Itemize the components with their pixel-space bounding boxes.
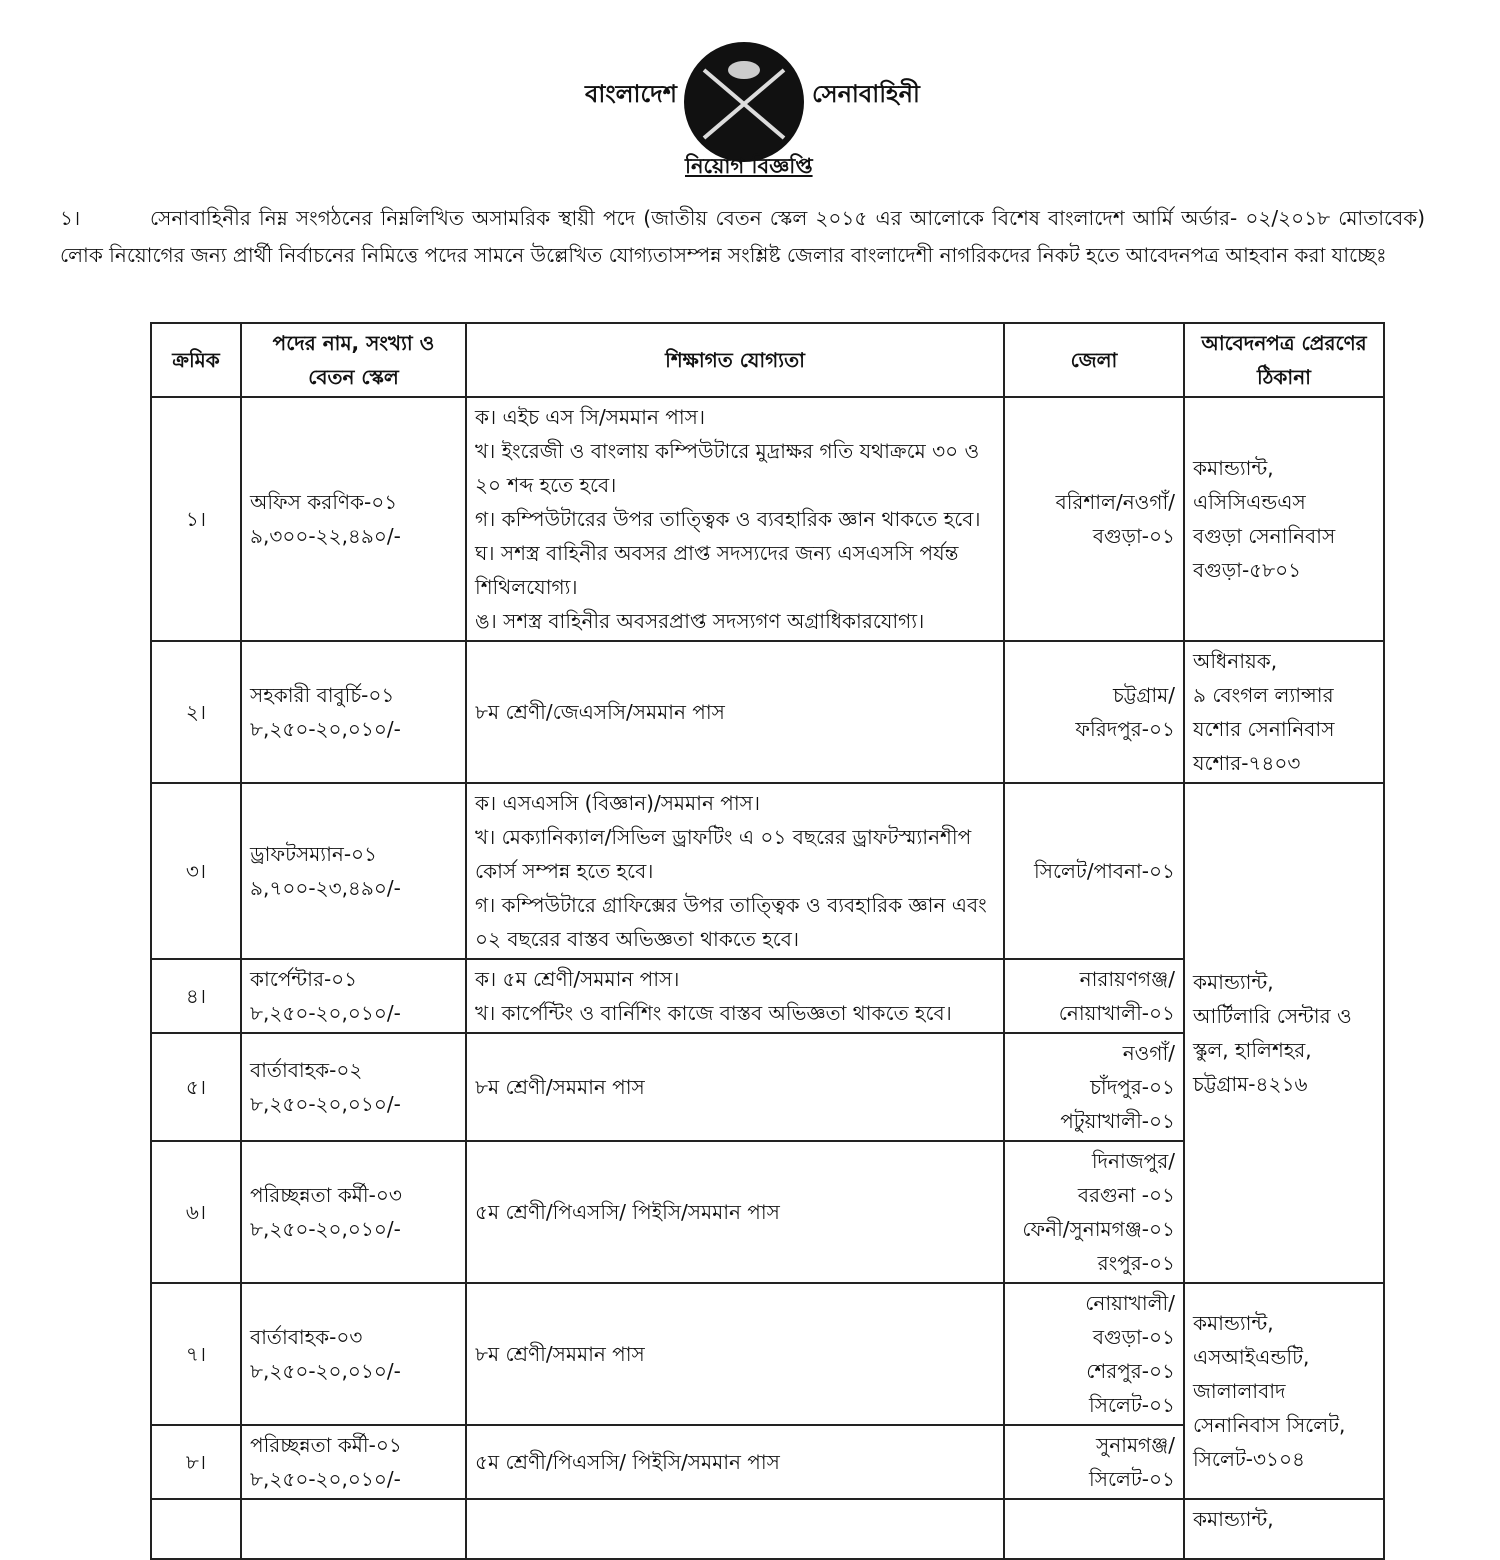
district-cell xyxy=(1004,783,1184,959)
address-line: এসআইএন্ডটি, xyxy=(1193,1345,1310,1369)
pay-scale: ৯,৩০০-২২,৪৯০/- xyxy=(250,524,401,548)
post-cell xyxy=(241,783,466,959)
district-line: ফরিদপুর-০১ xyxy=(1075,717,1175,741)
pay-scale: ৮,২৫০-২০,০১০/- xyxy=(250,1359,401,1383)
post-name: সহকারী বাবুর্চি-০১ xyxy=(250,683,395,707)
qualification-cell xyxy=(466,1425,1004,1499)
district-line: নারায়ণগঞ্জ/ xyxy=(1079,967,1175,991)
qualification-item: খ। কার্পেন্টিং ও বার্নিশিং কাজে বাস্তব অভিজ্ঞতা থাকতে হবে। xyxy=(475,1001,952,1025)
intro-number: ১। xyxy=(60,206,81,230)
qualification-cell xyxy=(466,1283,1004,1425)
serial-cell: ৩। xyxy=(151,783,241,959)
qualification-cell xyxy=(466,397,1004,641)
post-name: বার্তাবাহক-০২ xyxy=(250,1058,363,1082)
post-name: কার্পেন্টার-০১ xyxy=(250,967,358,991)
post-name: পরিচ্ছন্নতা কর্মী-০১ xyxy=(250,1433,402,1457)
empty-cell xyxy=(151,1499,241,1559)
qualification-item: ৮ম শ্রেণী/সমমান পাস xyxy=(475,1075,645,1099)
district-line: নোয়াখালী/ xyxy=(1085,1291,1175,1315)
header-post: পদের নাম, সংখ্যা ও বেতন স্কেল xyxy=(241,323,466,397)
qualification-item: খ। ইংরেজী ও বাংলায় কম্পিউটারে মুদ্রাক্ষর গতি যথাক্রমে ৩০ ও ২০ শব্দ হতে হবে। xyxy=(475,439,980,497)
district-line: পটুয়াখালী-০১ xyxy=(1060,1109,1175,1133)
post-cell xyxy=(241,641,466,783)
header-district: জেলা xyxy=(1004,323,1184,397)
qualification-item: ক। এইচ এস সি/সমমান পাস। xyxy=(475,405,705,429)
district-line: নওগাঁ/ xyxy=(1122,1041,1175,1065)
district-line: রংপুর-০১ xyxy=(1097,1251,1175,1275)
empty-cell xyxy=(1004,1499,1184,1559)
address-line: আর্টিলারি সেন্টার ও xyxy=(1193,1004,1352,1028)
notice-title: নিয়োগ বিজ্ঞপ্তি xyxy=(685,154,813,178)
post-name: বার্তাবাহক-০৩ xyxy=(250,1325,363,1349)
address-line: স্কুল, হালিশহর, xyxy=(1193,1038,1312,1062)
serial-cell: ৪। xyxy=(151,959,241,1033)
address-line: সিলেট-৩১০৪ xyxy=(1193,1447,1305,1471)
pay-scale: ৮,২৫০-২০,০১০/- xyxy=(250,1467,401,1491)
qualification-cell xyxy=(466,1033,1004,1141)
address-line: কমান্ড্যান্ট, xyxy=(1193,1507,1274,1531)
table-row xyxy=(151,397,1384,641)
header-right-text: সেনাবাহিনী xyxy=(812,80,920,108)
address-line: চট্টগ্রাম-৪২১৬ xyxy=(1193,1072,1308,1096)
district-cell xyxy=(1004,1141,1184,1283)
header-qualification: শিক্ষাগত যোগ্যতা xyxy=(466,323,1004,397)
serial-cell: ৭। xyxy=(151,1283,241,1425)
address-cell xyxy=(1184,1499,1384,1559)
serial-cell: ১। xyxy=(151,397,241,641)
table-row xyxy=(151,783,1384,959)
district-line: শেরপুর-০১ xyxy=(1086,1359,1175,1383)
address-line: সেনানিবাস সিলেট, xyxy=(1193,1413,1346,1437)
address-line: জালালাবাদ xyxy=(1193,1379,1286,1403)
header-left-text: বাংলাদেশ xyxy=(585,80,677,108)
empty-cell xyxy=(241,1499,466,1559)
qualification-item: গ। কম্পিউটারে গ্রাফিক্সের উপর তাত্ত্বিক ও ব্যবহারিক জ্ঞান এবং ০২ বছরের বাস্তব অভিজ্ঞতা থাকতে হবে। xyxy=(475,893,987,951)
address-line: বগুড়া-৫৮০১ xyxy=(1193,558,1302,582)
pay-scale: ৮,২৫০-২০,০১০/- xyxy=(250,1092,401,1116)
address-line: কমান্ড্যান্ট, xyxy=(1193,970,1274,994)
serial-cell: ৫। xyxy=(151,1033,241,1141)
address-line: যশোর-৭৪০৩ xyxy=(1193,751,1301,775)
address-line: যশোর সেনানিবাস xyxy=(1193,717,1335,741)
district-line: বরিশাল/নওগাঁ/ xyxy=(1055,490,1175,514)
qualification-item: খ। মেক্যানিক্যাল/সিভিল ড্রাফটিং এ ০১ বছরের ড্রাফটস্ম্যানশীপ কোর্স সম্পন্ন হতে হবে। xyxy=(475,825,972,883)
pay-scale: ৮,২৫০-২০,০১০/- xyxy=(250,1001,401,1025)
district-line: বরগুনা -০১ xyxy=(1077,1183,1175,1207)
address-cell xyxy=(1184,397,1384,641)
post-name: ড্রাফটসম্যান-০১ xyxy=(250,842,378,866)
qualification-item: ঘ। সশস্ত্র বাহিনীর অবসর প্রাপ্ত সদস্যদের জন্য এসএসসি পর্যন্ত শিথিলযোগ্য। xyxy=(475,541,959,599)
table-row xyxy=(151,1499,1384,1559)
address-cell xyxy=(1184,1283,1384,1499)
intro-text: সেনাবাহিনীর নিম্ন সংগঠনের নিম্নলিখিত অসামরিক স্থায়ী পদে (জাতীয় বেতন স্কেল ২০১৫ এর আলোকে বিশেষ বাংলাদেশ আর্মি অর্ডার- ০২/২০১৮ মোতাবেক) লোক নিয়োগের জন্য প্রার্থী নির্বাচনের নিমিত্তে পদের সামনে উল্লেখিত যোগ্যতাসম্পন্ন সংশ্লিষ্ট জেলার বাংলাদেশী নাগরিকদের নিকট হতে আবেদনপত্র আহবান করা যাচ্ছেঃ xyxy=(60,206,1425,267)
district-cell xyxy=(1004,959,1184,1033)
header-serial: ক্রমিক xyxy=(151,323,241,397)
table-row xyxy=(151,1283,1384,1425)
district-cell xyxy=(1004,1425,1184,1499)
post-cell xyxy=(241,397,466,641)
district-cell xyxy=(1004,1033,1184,1141)
pay-scale: ৮,২৫০-২০,০১০/- xyxy=(250,1217,401,1241)
post-name: পরিচ্ছন্নতা কর্মী-০৩ xyxy=(250,1183,402,1207)
district-cell xyxy=(1004,397,1184,641)
district-line: সিলেট-০১ xyxy=(1089,1393,1175,1417)
intro-paragraph xyxy=(60,200,1425,274)
district-cell xyxy=(1004,1283,1184,1425)
address-line: ৯ বেংগল ল্যান্সার xyxy=(1193,683,1334,707)
job-table xyxy=(150,322,1385,1560)
address-cell xyxy=(1184,783,1384,1283)
qualification-item: ৮ম শ্রেণী/সমমান পাস xyxy=(475,1342,645,1366)
qualification-item: ৫ম শ্রেণী/পিএসসি/ পিইসি/সমমান পাস xyxy=(475,1450,780,1474)
qualification-item: ক। ৫ম শ্রেণী/সমমান পাস। xyxy=(475,967,680,991)
qualification-item: ৮ম শ্রেণী/জেএসসি/সমমান পাস xyxy=(475,700,725,724)
post-cell xyxy=(241,1283,466,1425)
army-emblem-logo xyxy=(682,40,807,165)
address-line: কমান্ড্যান্ট, xyxy=(1193,456,1274,480)
district-line: বগুড়া-০১ xyxy=(1092,1325,1175,1349)
district-line: ফেনী/সুনামগঞ্জ-০১ xyxy=(1022,1217,1175,1241)
post-cell xyxy=(241,1033,466,1141)
district-line: সিলেট/পাবনা-০১ xyxy=(1034,859,1175,883)
district-line: সুনামগঞ্জ/ xyxy=(1096,1433,1175,1457)
qualification-cell xyxy=(466,959,1004,1033)
empty-cell xyxy=(466,1499,1004,1559)
qualification-item: গ। কম্পিউটারের উপর তাত্ত্বিক ও ব্যবহারিক জ্ঞান থাকতে হবে। xyxy=(475,507,981,531)
qualification-cell xyxy=(466,641,1004,783)
address-cell xyxy=(1184,641,1384,783)
district-line: চাঁদপুর-০১ xyxy=(1090,1075,1175,1099)
table-row xyxy=(151,641,1384,783)
address-line: কমান্ড্যান্ট, xyxy=(1193,1311,1274,1335)
post-name: অফিস করণিক-০১ xyxy=(250,490,398,514)
header-address: আবেদনপত্র প্রেরণের ঠিকানা xyxy=(1184,323,1384,397)
pay-scale: ৯,৭০০-২৩,৪৯০/- xyxy=(250,876,401,900)
qualification-cell xyxy=(466,783,1004,959)
qualification-item: ঙ। সশস্ত্র বাহিনীর অবসরপ্রাপ্ত সদস্যগণ অগ্রাধিকারযোগ্য। xyxy=(475,609,925,633)
serial-cell: ৬। xyxy=(151,1141,241,1283)
post-cell xyxy=(241,1425,466,1499)
post-cell xyxy=(241,959,466,1033)
address-line: এসিসিএন্ডএস xyxy=(1193,490,1306,514)
serial-cell: ২। xyxy=(151,641,241,783)
district-line: নোয়াখালী-০১ xyxy=(1058,1001,1175,1025)
district-line: দিনাজপুর/ xyxy=(1091,1149,1175,1173)
serial-cell: ৮। xyxy=(151,1425,241,1499)
qualification-cell xyxy=(466,1141,1004,1283)
post-cell xyxy=(241,1141,466,1283)
qualification-item: ৫ম শ্রেণী/পিএসসি/ পিইসি/সমমান পাস xyxy=(475,1200,780,1224)
address-line: বগুড়া সেনানিবাস xyxy=(1193,524,1336,548)
district-line: চট্টগ্রাম/ xyxy=(1112,683,1175,707)
district-line: বগুড়া-০১ xyxy=(1092,524,1175,548)
pay-scale: ৮,২৫০-২০,০১০/- xyxy=(250,717,401,741)
district-line: সিলেট-০১ xyxy=(1089,1467,1175,1491)
qualification-item: ক। এসএসসি (বিজ্ঞান)/সমমান পাস। xyxy=(475,791,760,815)
address-line: অধিনায়ক, xyxy=(1193,649,1278,673)
district-cell xyxy=(1004,641,1184,783)
